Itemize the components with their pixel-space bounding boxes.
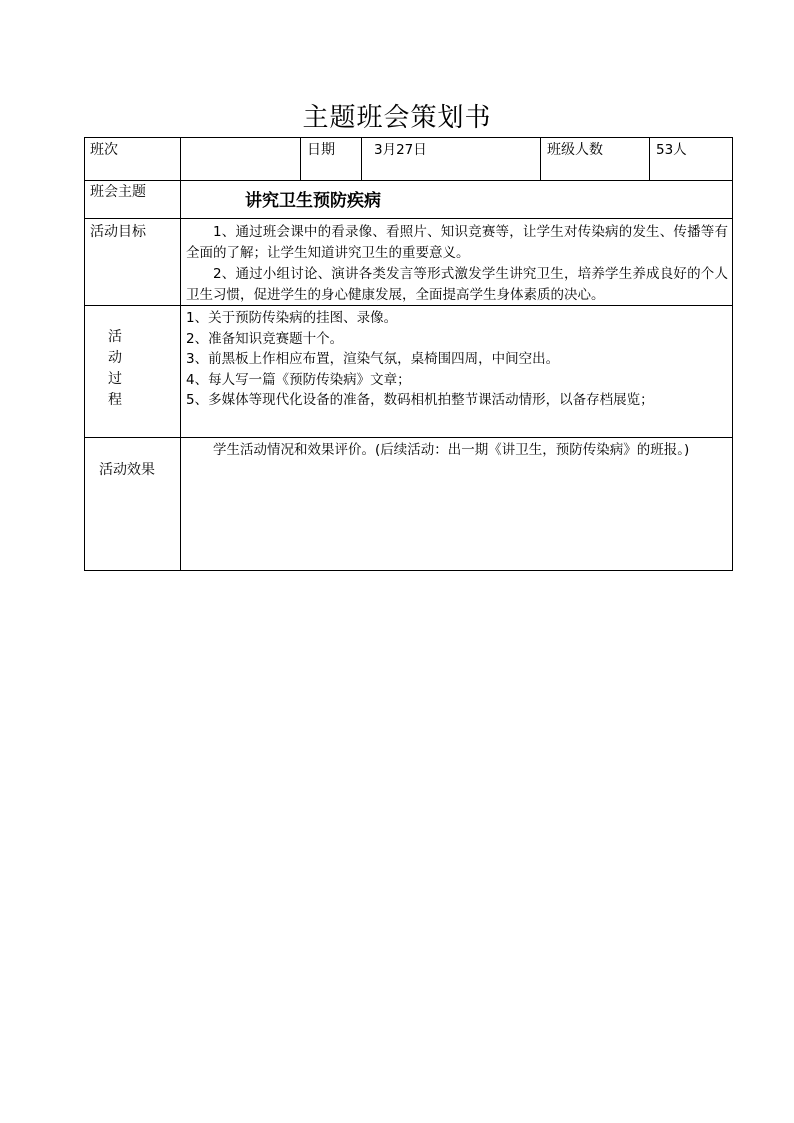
goal-paragraph: 2、通过小组讨论、演讲各类发言等形式激发学生讲究卫生，培养学生养成良好的个人卫生习惯，促进学生的身心健康发展，全面提高学生身体素质的决心。: [186, 266, 728, 303]
process-list: [186, 308, 728, 411]
goal-paragraph: 1、通过班会课中的看录像、看照片、知识竞赛等，让学生对传染病的发生、传播等有全面的了解；让学生知道讲究卫生的重要意义。: [186, 224, 728, 261]
topic-label: 班会主题: [90, 184, 146, 200]
list-item: 3、前黑板上作相应布置，渲染气氛，桌椅围四周，中间空出。: [186, 351, 560, 367]
process-label-char: 过: [108, 371, 122, 387]
class-size-label: 班级人数: [547, 142, 603, 158]
process-label-char: 动: [108, 350, 122, 366]
list-item: 5、多媒体等现代化设备的准备，数码相机拍整节课活动情形，以备存档展览；: [186, 392, 654, 408]
class-size-value: 53人: [656, 142, 687, 158]
process-label-char: 活: [108, 329, 122, 345]
topic-value: 讲究卫生预防疾病: [245, 191, 381, 211]
date-value: 3月27日: [374, 142, 427, 158]
date-label: 日期: [307, 142, 335, 158]
page-title: 主题班会策划书: [302, 103, 492, 133]
effect-label: 活动效果: [99, 462, 155, 478]
list-item: 1、关于预防传染病的挂图、录像。: [186, 310, 398, 326]
class-label: 班次: [90, 142, 118, 158]
process-label-char: 程: [108, 392, 122, 408]
list-item: 4、每人写一篇《预防传染病》文章；: [186, 371, 411, 388]
effect-text: 学生活动情况和效果评价。(后续活动：出一期《讲卫生，预防传染病》的班报。): [213, 442, 690, 458]
goals-content: [186, 222, 728, 306]
list-item: 2、准备知识竞赛题十个。: [186, 330, 344, 347]
goals-label: 活动目标: [90, 224, 146, 240]
process-label: [84, 327, 146, 411]
